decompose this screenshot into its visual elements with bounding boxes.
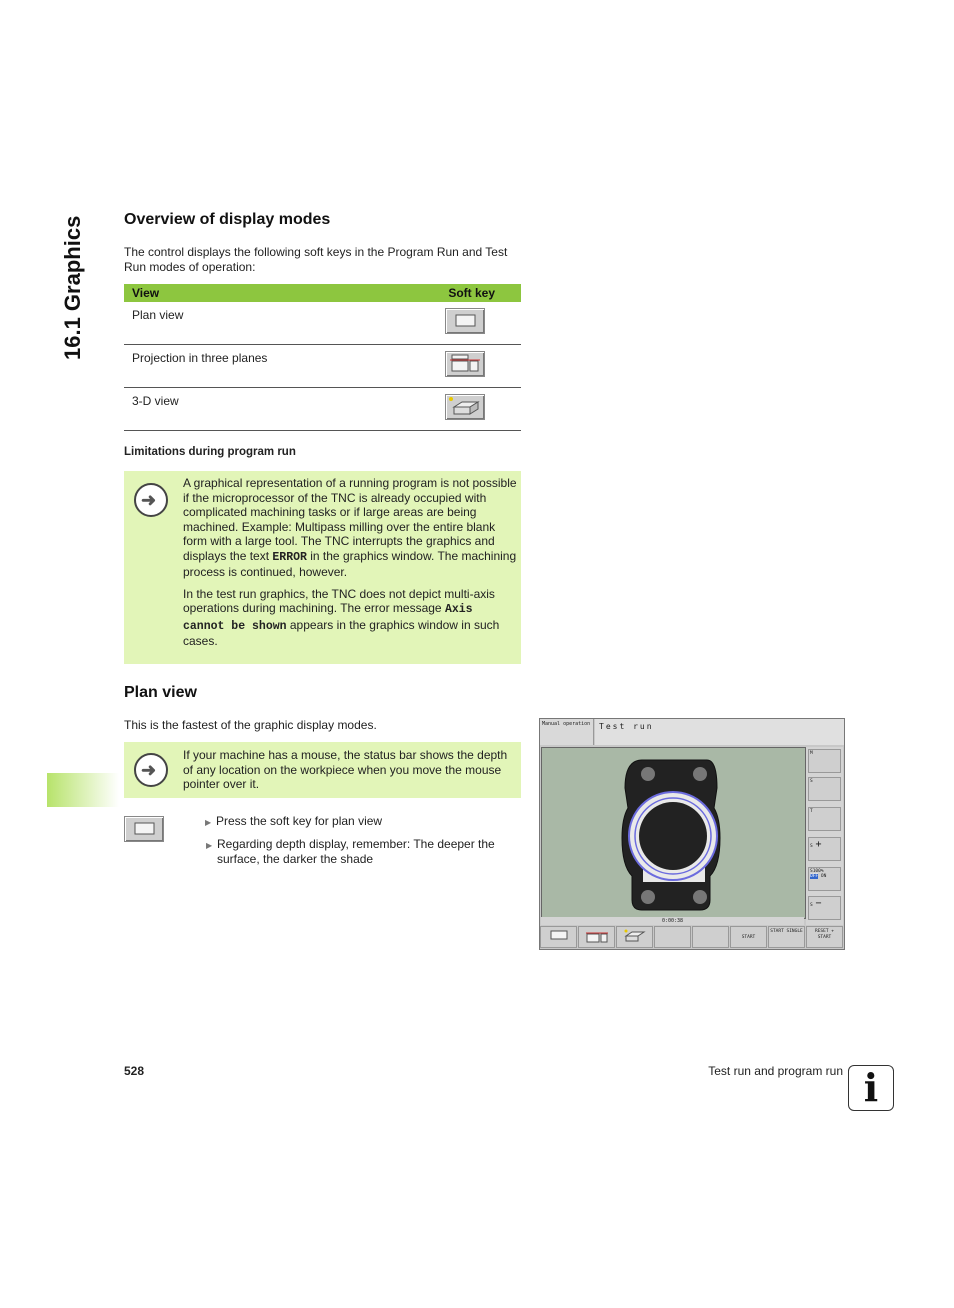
mode-small-label: Manual operation (540, 719, 594, 745)
softkey-reset-start[interactable]: RESET + START (806, 926, 843, 948)
note-paragraph-1: A graphical representation of a running program is not possible if the microprocessor of the TNC is already occupied with complicated machining tasks or if large areas are being machined. Example: Multipass milling over the entire blank form with a large tool. The TNC interrupts the graphics and displays the text ERROR in the graphics window. The machining process is continued, however. (183, 476, 517, 579)
error-code-text: ERROR (272, 550, 307, 564)
softkey-3d-view[interactable] (616, 926, 653, 948)
page-number: 528 (124, 1064, 145, 1078)
column-header-view: View (124, 284, 425, 302)
view-name: 3-D view (124, 388, 425, 431)
tnc-screenshot (539, 718, 845, 950)
note-text-limitations (183, 476, 517, 649)
limitations-subheading: Limitations during program run (124, 446, 296, 458)
softkey-start-single[interactable]: START SINGLE (768, 926, 805, 948)
running-title: Test run and program run (708, 1064, 843, 1078)
three-planes-softkey-icon (445, 351, 485, 377)
3d-view-softkey-icon (445, 394, 485, 420)
display-modes-table (124, 284, 521, 431)
softkey-plan-view[interactable] (540, 926, 577, 948)
table-row (124, 345, 521, 388)
info-icon: i (848, 1065, 894, 1111)
softkey-empty-2[interactable] (692, 926, 729, 948)
chapter-side-title: 16.1 Graphics (60, 215, 85, 360)
table-row (124, 388, 521, 431)
table-row (124, 302, 521, 345)
right-softkey-feed[interactable]: S100% OFF ON (808, 867, 841, 891)
softkey-empty-1[interactable] (654, 926, 691, 948)
axis-error-code-text: Axis cannot be shown (183, 603, 473, 633)
softkey-start[interactable]: START (730, 926, 767, 948)
time-display: 0:00:38 (541, 917, 804, 925)
mode-title-label: Test run (595, 719, 844, 745)
chapter-tab-marker (47, 773, 119, 807)
right-softkey-minus[interactable]: S − (808, 896, 841, 920)
workpiece-plan-view (542, 748, 805, 918)
right-softkey-s[interactable]: S (808, 777, 841, 801)
section-heading-overview: Overview of display modes (124, 211, 331, 228)
step-depth-display: ▶ Regarding depth display, remember: The deeper the surface, the darker the shade (217, 837, 517, 866)
note-box-limitations (124, 471, 521, 664)
graphics-window (541, 747, 806, 919)
section-heading-plan-view: Plan view (124, 684, 197, 701)
column-header-softkey: Soft key (425, 284, 521, 302)
plan-view-softkey-icon (124, 816, 164, 842)
right-softkey-t[interactable]: T (808, 807, 841, 831)
overview-intro: The control displays the following soft keys in the Program Run and Test Run modes of operation: (124, 245, 508, 274)
arrow-right-icon: ➜ (134, 753, 168, 787)
table-header-row (124, 284, 521, 302)
note-box-mouse (124, 742, 521, 798)
step-press-softkey: ▶ Press the soft key for plan view (216, 814, 516, 829)
plan-view-softkey-icon (445, 308, 485, 334)
note-text-mouse: If your machine has a mouse, the status bar shows the depth of any location on the workpiece when you move the mouse pointer over it. (183, 748, 508, 791)
note-paragraph-2: In the test run graphics, the TNC does not depict multi-axis operations during machining. The error message Axis cannot be shown appears in the graphics window in such cases. (183, 586, 500, 648)
right-softkey-plus[interactable]: S + (808, 837, 841, 861)
right-softkey-m[interactable]: M (808, 749, 841, 773)
arrow-right-icon: ➜ (134, 483, 168, 517)
softkey-three-planes[interactable] (578, 926, 615, 948)
plan-view-intro: This is the fastest of the graphic display modes. (124, 718, 377, 732)
bottom-softkey-row (540, 926, 844, 949)
right-softkey-column (806, 747, 843, 925)
view-name: Plan view (124, 302, 425, 345)
view-name: Projection in three planes (124, 345, 425, 388)
